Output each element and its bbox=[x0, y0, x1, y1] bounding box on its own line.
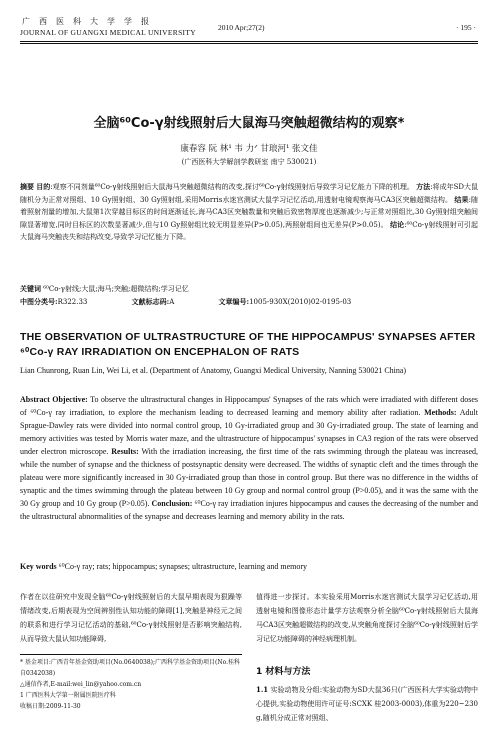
article-title-en-line2: ⁶⁰Co-γ RAY IRRADIATION ON ENCEPHALON OF RATS bbox=[20, 346, 300, 358]
results-cn-label: 结果 bbox=[454, 194, 469, 204]
keywords-cn: ⁶⁰Co-γ射线;大鼠;海马;突触;超微结构;学习记忆 bbox=[43, 285, 189, 293]
footnote-correspondence: △通信作者,E-mail:wei_lin@yahoo.com.cn bbox=[20, 681, 142, 688]
authors-cn: 康春容 阮 林¹ 韦 力ᐟ 甘琅河¹ 张文佳 bbox=[180, 144, 318, 154]
journal-name-en: JOURNAL OF GUANGXI MEDICAL UNIVERSITY bbox=[20, 28, 196, 37]
methods-en-label: Methods: bbox=[424, 408, 457, 417]
affiliation-cn: (广西医科大学解剖学教研室 南宁 530021) bbox=[181, 158, 317, 166]
body-left-column: 作者在以往研究中发现全脑⁶⁰Co-γ射线照射后的大鼠早期表现为狠躁等情绪改变,后期表现为空间辨别性认知功能的障碍[1],突触是神经元之间的联系和进行学习记忆活动的基础,⁶⁰Co-γ射线照射是否影响突触结构,从而导致大鼠认知功能障碍, bbox=[20, 593, 242, 643]
results-en-label: Results: bbox=[111, 447, 139, 456]
objective-en: To observe the ultrastructural changes in Hippocampus' Synapses of the rats which were irradiated with different doses of ⁶⁰Co-γ ray irradiation, to explore the mechanism leading to decreased learning and memory ability after radiation. bbox=[20, 395, 479, 417]
page-number: · 195 · bbox=[456, 23, 476, 32]
abstract-en bbox=[20, 393, 478, 523]
clc-value: R322.33 bbox=[57, 298, 88, 306]
article-title-en bbox=[20, 330, 478, 360]
keywords-cn-label: 关键词 bbox=[20, 284, 41, 293]
abstract-en-label: Abstract bbox=[20, 395, 50, 404]
footnote-rule bbox=[20, 654, 242, 655]
footnote-affiliation: 1 广西医科大学第一附属医院医疗科 bbox=[20, 692, 116, 699]
results-en: With the irradiation increasing, the first time of the rats swimming through the plateau was increased, while the number of synapse and the thickness of postsynaptic density were decreased. The widths of synaptic cleft and the times through the plateau were more significantly increased in 30 Gy-irradiated group than those in control group. But there was no difference in the widths of synaptic and the times swimming through the plateau between 10 Gy group and normal control group (P>0.05), and it was the same with the 30 Gy group and 10 Gy group (P>0.05). bbox=[20, 447, 479, 508]
keywords-cn-row bbox=[20, 283, 478, 296]
abstract-cn-label: 摘要 bbox=[20, 182, 35, 191]
methods-en: Adult Sprague-Dawley rats were divided into normal control group, 10 Gy-irradiated group and 30 Gy-irradiated group. The state of learning and memory activities was tested by Morris water maze, and the ultrastructure of hippocampus' synapses in CA3 region of the rats were observed under electron microscope. bbox=[20, 408, 478, 456]
journal-issue: 2010 Apr;27(2) bbox=[218, 23, 265, 32]
section-1-1 bbox=[256, 683, 478, 725]
objective-en-label: Objective: bbox=[52, 395, 88, 404]
abstract-cn: 摘要 目的:观察不同剂量⁶⁰Co-γ射线照射后大鼠海马突触超微结构的改变,探讨⁶⁰Co-γ射线照射后导致学习记忆能力下降的机理。 方法:将成年SD大鼠随机分为正常对照组、10 Gy照射组、30 Gy照射组,采用Morris水迷宫测试大鼠学习记忆活动,用透射电镜观察海马CA3区突触超微结构。 结果:随着照射剂量的增加,大鼠第1次穿越目标区的时间逐渐延长,海马CA3区突触数量和突触后致密物厚度也逐渐减少;与正常对照组比,30 Gy照射组突触间隙显著增宽,同时目标区的次数显著减少,但与10 Gy照射组比较无明显差异(P>0.05),两照射组间也无差异(P>0.05)。 结论:⁶⁰Co-γ射线照射可引起大鼠海马突触丧失和结构改变,导致学习记忆能力下降。 bbox=[20, 182, 479, 241]
article-title-en-line1: THE OBSERVATION OF ULTRASTRUCTURE OF THE HIPPOCAMPUS' SYNAPSES AFTER bbox=[20, 331, 476, 343]
results-cn: 随着照射剂量的增加,大鼠第1次穿越目标区的时间逐渐延长,海马CA3区突触数量和突触后致密物厚度也逐渐减少;与正常对照组比,30 Gy照射组突触间隙显著增宽,同时目标区的次数显著减少,但与10 Gy照射组比较无明显差异(P>0.05),两照射组间也无差异(P>0.05)。 bbox=[20, 195, 479, 229]
body-right-column: 值得进一步探讨。本实验采用Morris水迷宫测试大鼠学习记忆活动,用透射电镜和图像形态计量学方法观察分析全脑⁶⁰Co-γ射线照射后大鼠海马CA3区突触超微结构的改变,从突触角度探讨全脑⁶⁰Co-γ射线照射后学习记忆功能障碍的神经病理机制。 bbox=[256, 593, 478, 643]
header-rule-thin bbox=[20, 43, 478, 44]
article-no-value: 1005-930X(2010)02-0195-03 bbox=[249, 298, 352, 306]
authors-en: Lian Chunrong, Ruan Lin, Wei Li, et al. (Department of Anatomy, Guangxi Medical University, Nanning 530021 China) bbox=[20, 366, 407, 375]
objective-cn: 观察不同剂量⁶⁰Co-γ射线照射后大鼠海马突触超微结构的改变,探讨⁶⁰Co-γ射线照射后导致学习记忆能力下降的机理。 bbox=[52, 183, 414, 191]
conclusion-en: ⁶⁰Co-γ ray irradiation injures hippocampus and causes the decreasing of the number and the ultrastructural abnormalities of the synapse and decreases learning and memory ability in the rats. bbox=[20, 499, 479, 521]
conclusion-cn-label: 结论 bbox=[390, 219, 405, 229]
section-1-1-label: 1.1 bbox=[256, 685, 269, 694]
keywords-en-row bbox=[20, 560, 478, 573]
keywords-en: ⁶⁰Co-γ ray; rats; hippocampus; synapses; ultrastructure, learning and memory bbox=[58, 562, 308, 571]
footnote-received: 收稿日期:2009-11-30 bbox=[20, 703, 81, 710]
footnotes bbox=[20, 657, 242, 712]
classification-row bbox=[20, 296, 478, 309]
clc-label: 中图分类号: bbox=[20, 297, 58, 306]
conclusion-cn: ⁶⁰Co-γ射线照射可引起大鼠海马突触丧失和结构改变,导致学习记忆能力下降。 bbox=[20, 220, 479, 241]
footnote-fund: * 基金项目:广西青年基金资助项目(No.0640038);广西科学基金资助项目(No.桂科自0342038) bbox=[20, 659, 241, 677]
keywords-en-label: Key words bbox=[20, 562, 57, 571]
header-rule bbox=[20, 41, 478, 42]
article-title-cn: 全脑⁶⁰Co-γ射线照射后大鼠海马突触超微结构的观察* bbox=[93, 116, 405, 131]
objective-cn-label: 目的 bbox=[36, 182, 51, 191]
section-1-1-text: 实验动物及分组:实验动物为SD大鼠36只(广西医科大学实验动物中心提供,实验动物使用许可证号:SCXK 桂2003-0003),体重为220~230 g,随机分成正常对照组、 bbox=[256, 686, 478, 722]
section-1-title: 1 材料与方法 bbox=[256, 667, 311, 677]
doc-code-label: 文献标志码: bbox=[131, 297, 170, 306]
methods-cn: 将成年SD大鼠随机分为正常对照组、10 Gy照射组、30 Gy照射组,采用Morris水迷宫测试大鼠学习记忆活动,用透射电镜观察海马CA3区突触超微结构。 bbox=[20, 183, 479, 204]
article-no-label: 文章编号: bbox=[218, 297, 250, 306]
methods-cn-label: 方法 bbox=[416, 182, 431, 191]
journal-name-cn: 广西医科大学学报 bbox=[22, 17, 158, 26]
conclusion-en-label: Conclusion: bbox=[151, 499, 193, 508]
doc-code-value: A bbox=[169, 298, 175, 306]
